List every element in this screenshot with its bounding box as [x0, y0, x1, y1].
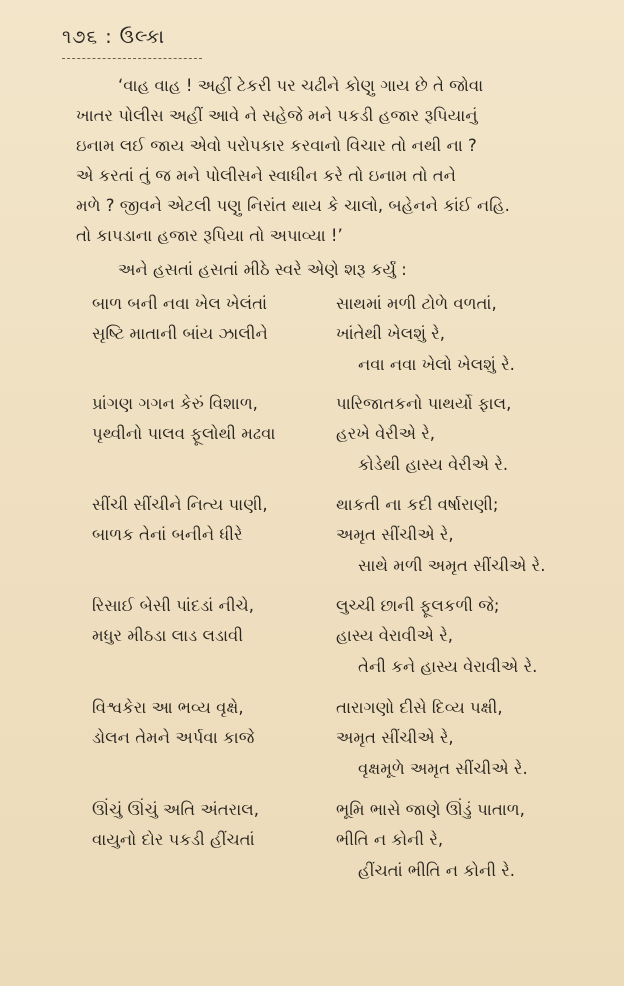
song-intro-line: અને હસતાં હસતાં મીઠે સ્વરે એણે શરૂ કર્યું :	[118, 260, 407, 279]
verse-refrain: હીંચતાં ભીતિ ન કોની રે.	[358, 861, 516, 880]
verse-refrain: કોડેથી હાસ્ય વેરીએ રે.	[358, 455, 509, 474]
verse-line: વિશ્વકેરા આ ભવ્ય વૃક્ષે,	[92, 698, 244, 717]
book-title: ઉલ્કા	[119, 26, 165, 48]
running-header	[62, 26, 165, 48]
verse-line: લુચ્ચી છાની ફૂલકળી જે;	[336, 596, 500, 615]
verse-line: મધુર મીઠડા લાડ લડાવી	[92, 626, 244, 645]
prose-line: ઇનામ લઈ જાય એવો પરોપકાર કરવાનો વિચાર તો નથી ના ?	[76, 136, 477, 155]
verse-line: થાકતી ના કદી વર્ષારાણી;	[336, 495, 499, 514]
prose-line: એ કરતાં તું જ મને પોલીસને સ્વાધીન કરે તો ઇનામ તો તને	[76, 166, 456, 185]
verse-line: પૃથ્વીનો પાલવ ફૂલોથી મઢવા	[92, 424, 276, 443]
verse-refrain: તેની કને હાસ્ય વેરાવીએ રે.	[358, 657, 538, 676]
verse-line: પ્રાંગણ ગગન કેરું વિશાળ,	[92, 394, 258, 413]
verse-line: ડોલન તેમને અર્પવા કાજે	[92, 728, 255, 747]
verse-line: વાયુનો દોર પકડી હીંચતાં	[92, 830, 255, 849]
prose-line: ‘વાહ વાહ ! અહીં ટેકરી પર ચઢીને કોણુ ગાય છે તે જોવા	[118, 76, 484, 95]
verse-line: તારાગણો દીસે દિવ્ય પક્ષી,	[336, 698, 503, 717]
verse-line: પારિજાતકનો પાથર્યો ફાલ,	[336, 394, 512, 413]
verse-line: બાળ બની નવા ખેલ ખેલંતાં	[92, 294, 268, 313]
verse-line: સીંચી સીંચીને નિત્ય પાણી,	[92, 495, 268, 514]
verse-line: રિસાઈ બેસી પાંદડાં નીચે,	[92, 596, 255, 615]
verse-line: સાથમાં મળી ટોળે વળતાં,	[336, 294, 497, 313]
verse-line: અમૃત સીંચીએ રે,	[336, 525, 454, 544]
header-separator: :	[105, 26, 113, 48]
verse-line: ભૂમિ ભાસે જાણે ઊંડું પાતાળ,	[336, 800, 525, 819]
verse-line: ખાંતેથી ખેલશું રે,	[336, 324, 445, 343]
verse-line: ઊંચું ઊંચું અતિ અંતરાલ,	[92, 800, 259, 819]
verse-line: ભીતિ ન કોની રે,	[336, 830, 444, 849]
verse-refrain: વૃક્ષમૂળે અમૃત સીંચીએ રે.	[358, 759, 528, 778]
verse-refrain: સાથે મળી અમૃત સીંચીએ રે.	[358, 556, 546, 575]
prose-line: તો કાપડાના હજાર રૂપિયા તો અપાવ્યા !’	[76, 226, 343, 245]
verse-line: બાળક તેનાં બનીને ધીરે	[92, 525, 243, 544]
verse-line: સૃષ્ટિ માતાની બાંય ઝાલીને	[92, 324, 268, 343]
prose-line: મળે ? જીવને એટલી પણુ નિરાંત થાય કે ચાલો, બહેનને કાંઈ નહિ.	[76, 196, 510, 215]
page-number: ૧૭૬	[62, 26, 99, 48]
verse-line: હરખે વેરીએ રે,	[336, 424, 436, 443]
verse-line: અમૃત સીંચીએ રે,	[336, 728, 454, 747]
header-underline	[62, 54, 202, 59]
prose-line: ખાતર પોલીસ અહીં આવે ને સહેજે મને પકડી હજાર રૂપિયાનું	[76, 106, 478, 125]
verse-refrain: નવા નવા ખેલો ખેલશું રે.	[358, 355, 515, 374]
verse-line: હાસ્ય વેરાવીએ રે,	[336, 626, 453, 645]
